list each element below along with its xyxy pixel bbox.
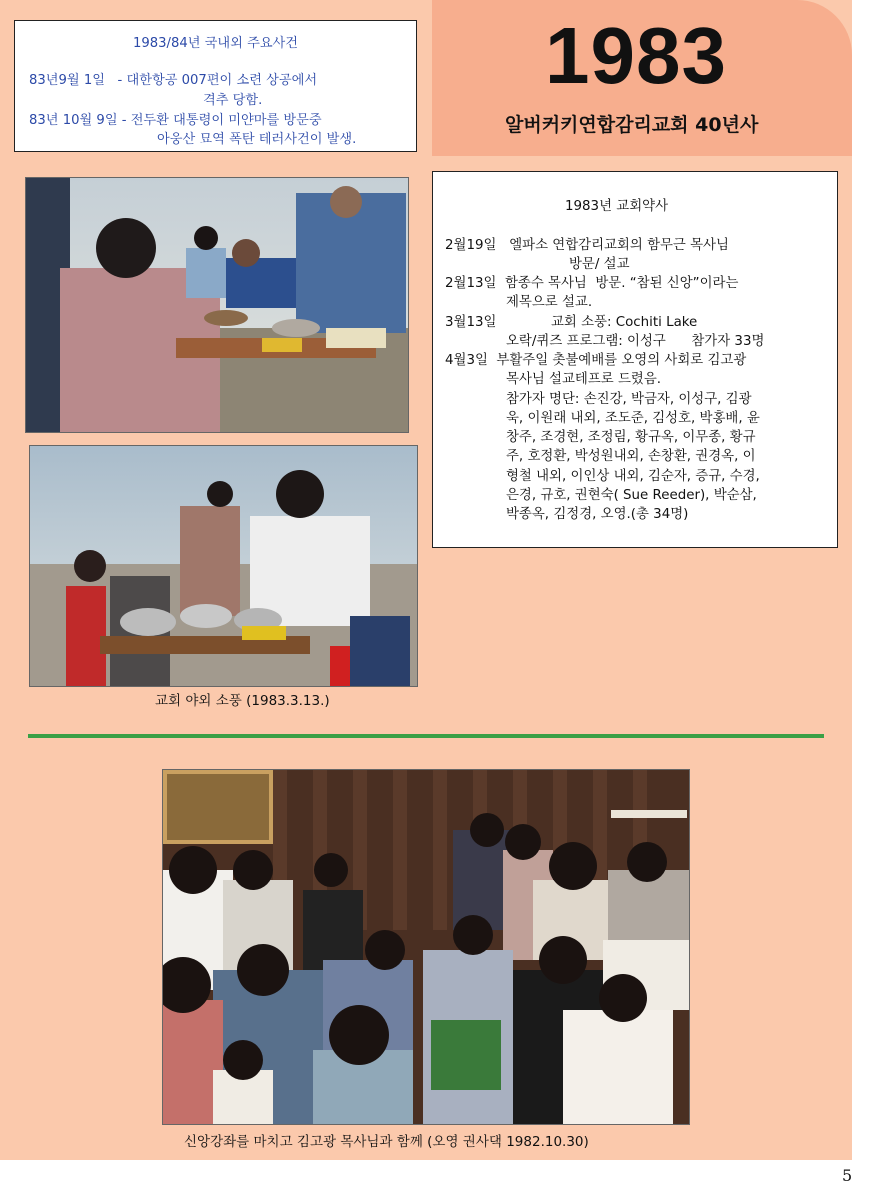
history-title: 1983년 교회약사 (565, 199, 669, 214)
history-line: 형철 내외, 이인상 내외, 김순자, 증규, 수경, (506, 469, 760, 484)
group-photo (162, 769, 690, 1125)
book-subtitle: 알버커키연합감리교회 40년사 (505, 114, 759, 136)
history-line: 오락/퀴즈 프로그램: 이성구 참가자 33명 (506, 334, 765, 349)
history-line: 2월19일 엘파소 연합감리교회의 함무근 목사님 (445, 238, 729, 253)
history-line: 은경, 규호, 권현숙( Sue Reeder), 박순삼, (506, 488, 757, 503)
history-line: 교회 소풍: Cochiti Lake (551, 315, 698, 330)
picnic-photo-1 (25, 177, 409, 433)
history-line: 4월3일 부활주일 촛불예배를 오영의 사회로 김고광 (445, 353, 747, 368)
history-line: 목사님 설교테프로 드렸음. (506, 372, 662, 387)
group-photo-caption: 신앙강좌를 마치고 김고광 목사님과 함께 (오영 권사댁 1982.10.30) (184, 1134, 589, 1150)
events-line: 83년 10월 9일 - 전두환 대통령이 미얀마를 방문중 (29, 113, 322, 128)
section-divider (28, 734, 824, 738)
church-history-box (432, 171, 838, 548)
history-line: 욱, 이원래 내외, 조도준, 김성호, 박홍배, 윤 (506, 411, 760, 426)
history-line: 3월13일 (445, 315, 497, 330)
history-line: 주, 호정환, 박성원내외, 손창환, 권경옥, 이 (506, 449, 756, 464)
year-heading: 1983 (545, 11, 727, 100)
history-line: 박종옥, 김정경, 오영.(총 34명) (506, 507, 689, 522)
history-line: 참가자 명단: 손진강, 박금자, 이성구, 김광 (506, 392, 752, 407)
picnic-caption: 교회 야외 소풍 (1983.3.13.) (155, 693, 330, 709)
major-events-box (14, 20, 417, 152)
events-line: 격추 당함. (203, 93, 263, 108)
history-line: 창주, 조경현, 조정림, 황규옥, 이무종, 황규 (506, 430, 756, 445)
page-number: 5 (842, 1166, 853, 1185)
picnic-photo-2 (29, 445, 418, 687)
events-line: 83년9월 1일 - 대한항공 007편이 소련 상공에서 (29, 73, 318, 88)
history-line: 2월13일 함종수 목사님 방문. “참된 신앙”이라는 (445, 276, 739, 291)
history-line: 방문/ 설교 (569, 257, 630, 272)
events-line: 아웅산 묘역 폭탄 테러사건이 발생. (157, 132, 357, 147)
events-title: 1983/84년 국내외 주요사건 (132, 36, 299, 51)
history-line: 제목으로 설교. (506, 295, 593, 310)
